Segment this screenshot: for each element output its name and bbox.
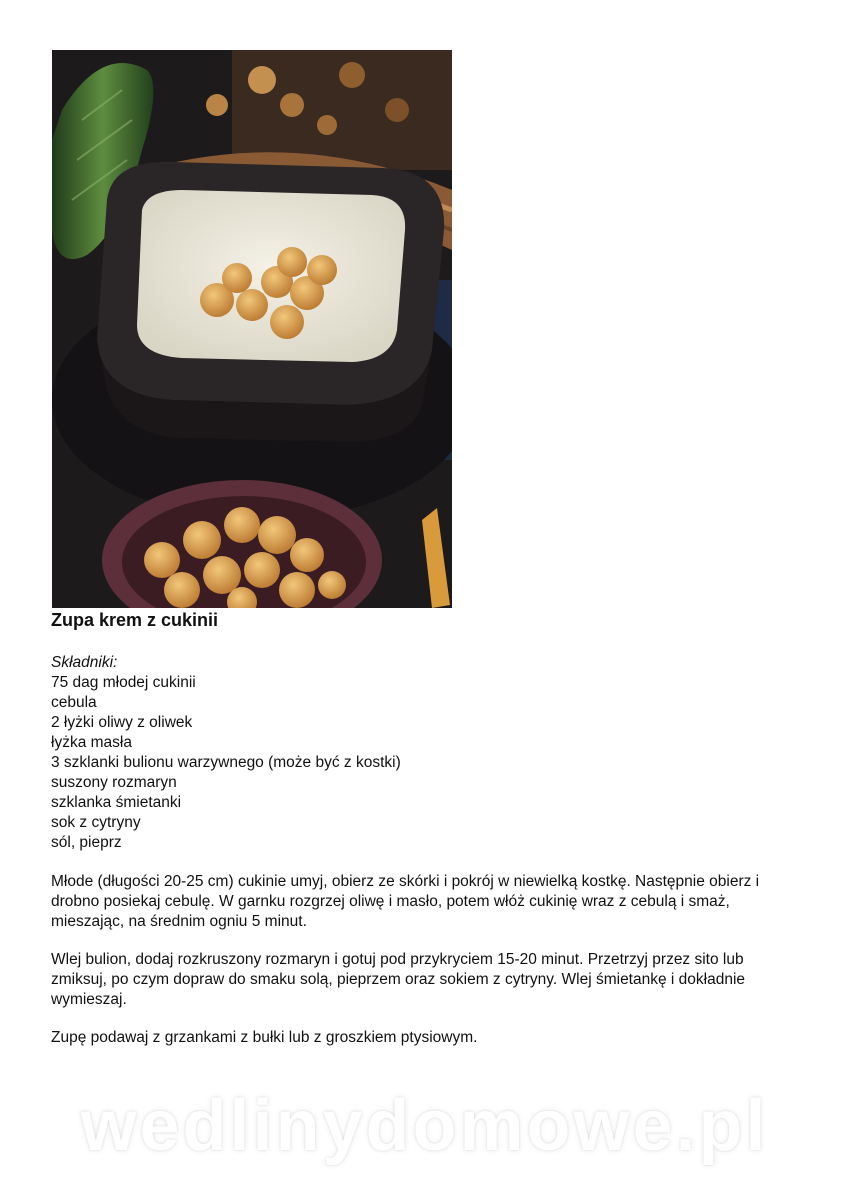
ingredient-item: 75 dag młodej cukinii [51,674,196,691]
ingredient-item: sok z cytryny [51,814,141,831]
ingredient-list [51,673,401,853]
ingredient-item: szklanka śmietanki [51,794,182,811]
ingredient-item: 3 szklanki bulionu warzywnego (może być z kostki) [51,754,401,771]
ingredient-item: suszony rozmaryn [51,774,177,791]
soup-photo [52,50,452,608]
ingredient-item: łyżka masła [51,734,132,751]
watermark: wedlinydomowe.pl [80,1086,769,1166]
instruction-paragraph: Zupę podawaj z grzankami z bułki lub z groszkiem ptysiowym. [51,1029,478,1046]
ingredients-heading: Składniki: [51,654,118,671]
instruction-paragraph: Młode (długości 20-25 cm) cukinie umyj, obierz ze skórki i pokrój w niewielką kostkę. Następnie obierz i drobno posiekaj cebulę. W garnku rozgrzej oliwę i masło, potem włóż cukinię wraz z cebulą i smaż, mieszając, na średnim ogniu 5 minut. [51,873,760,930]
recipe-title: Zupa krem z cukinii [51,610,219,630]
instruction-paragraph: Wlej bulion, dodaj rozkruszony rozmaryn i gotuj pod przykryciem 15-20 minut. Przetrzyj przez sito lub zmiksuj, po czym dopraw do smaku solą, pieprzem oraz sokiem z cytryny. Wlej śmietankę i dokładnie wymieszaj. [51,951,746,1008]
ingredient-item: cebula [51,694,97,711]
ingredient-item: 2 łyżki oliwy z oliwek [51,714,193,731]
ingredient-item: sól, pieprz [51,834,122,851]
